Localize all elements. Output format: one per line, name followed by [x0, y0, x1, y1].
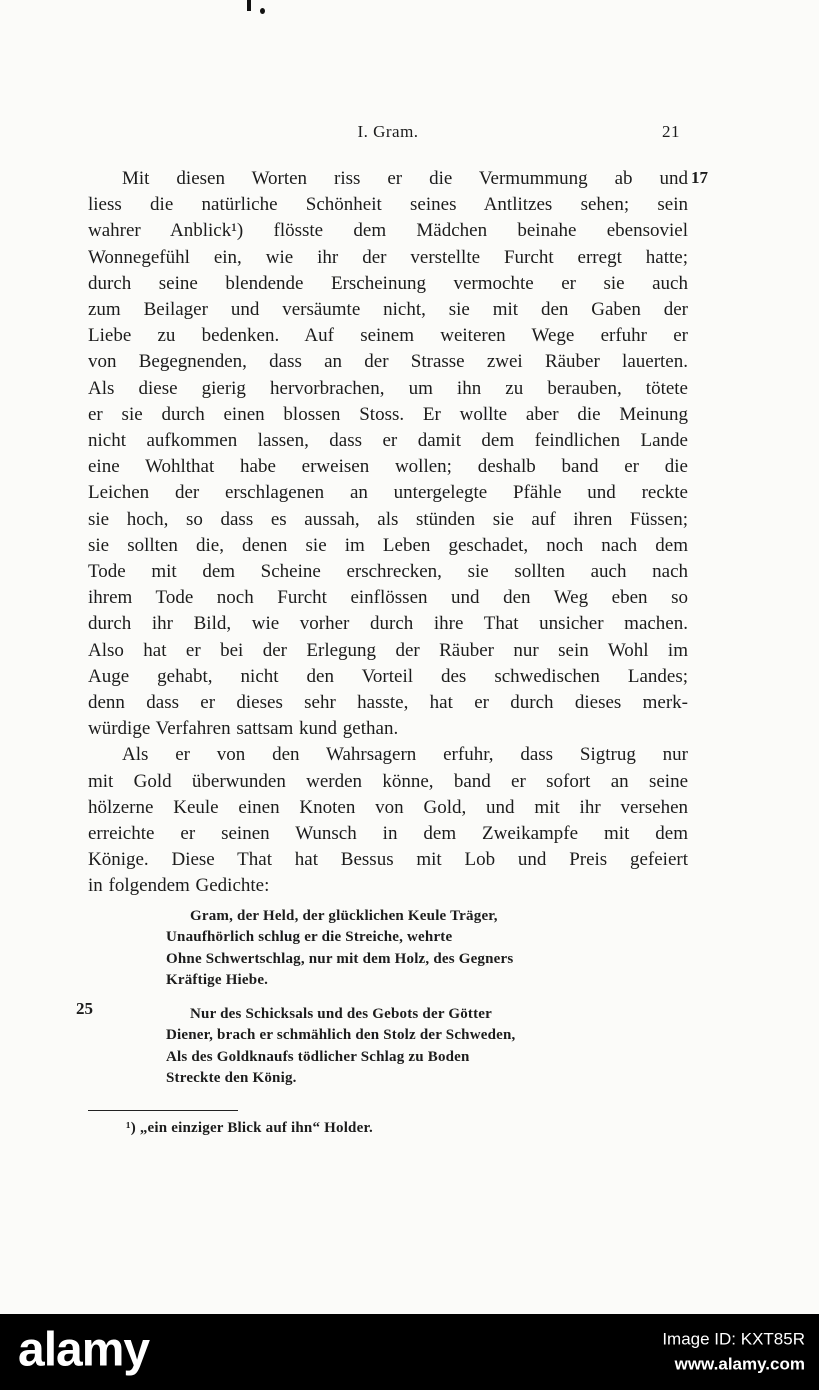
- watermark-bar: [0, 1314, 819, 1390]
- text-line: von Begegnenden, dass an der Strasse zwei Räuber lauerten.: [88, 351, 688, 373]
- scan-artifact: [247, 0, 251, 11]
- text-line: erreichte er seinen Wunsch in dem Zweikampfe mit dem: [88, 823, 688, 845]
- verse-stanza-1: [166, 906, 688, 992]
- scan-artifact: [260, 8, 265, 14]
- text-line: sie sollten die, denen sie im Leben geschadet, noch nach dem: [88, 534, 688, 556]
- footnote: ¹) „ein einziger Blick auf ihn“ Holder.: [126, 1119, 373, 1136]
- verse-line: Diener, brach er schmählich den Stolz der Schweden,: [166, 1027, 516, 1044]
- text-line: durch seine blendende Erscheinung vermochte er sie auch: [88, 272, 688, 294]
- verse-line: Als des Goldknaufs tödlicher Schlag zu Boden: [166, 1048, 470, 1065]
- text-line: hölzerne Keule einen Knoten von Gold, und mit ihr versehen: [88, 796, 688, 818]
- verse-line: Kräftige Hiebe.: [166, 972, 269, 989]
- text-line: Könige. Diese That hat Bessus mit Lob und Preis gefeiert: [88, 849, 688, 871]
- text-line: sie hoch, so dass es aussah, als stünden sie auf ihren Füssen;: [88, 508, 688, 530]
- chapter-title: I. Gram.: [357, 122, 419, 141]
- verse-line: Ohne Schwertschlag, nur mit dem Holz, des Gegners: [166, 950, 514, 967]
- watermark-info: [662, 1327, 805, 1376]
- margin-line-number-25: 25: [76, 999, 93, 1018]
- text-line: Wonnegefühl ein, wie ihr der verstellte Furcht erregt hatte;: [88, 246, 688, 268]
- text-line: wahrer Anblick¹) flösste dem Mädchen beinahe ebensoviel: [88, 220, 688, 242]
- page-header: [88, 122, 688, 142]
- text-line: Als er von den Wahrsagern erfuhr, dass Sigtrug nur: [122, 744, 688, 766]
- verse-block: [166, 906, 688, 1090]
- verse-line: Nur des Schicksals und des Gebots der Götter: [190, 1005, 493, 1022]
- text-line: Liebe zu bedenken. Auf seinem weiteren Wege erfuhr er: [88, 325, 688, 347]
- paragraph-1: [88, 166, 688, 742]
- verse-stanza-2: [166, 1004, 688, 1090]
- text-line: Auge gehabt, nicht den Vorteil des schwedischen Landes;: [88, 665, 688, 687]
- page-number: 21: [662, 122, 680, 141]
- text-line: würdige Verfahren sattsam kund gethan.: [88, 718, 399, 740]
- verse-line: Gram, der Held, der glücklichen Keule Träger,: [190, 907, 498, 924]
- footnote-rule: [88, 1110, 238, 1111]
- alamy-logo: alamy: [18, 1323, 150, 1377]
- text-line: mit Gold überwunden werden könne, band er sofort an seine: [88, 770, 688, 792]
- text-line: nicht aufkommen lassen, dass er damit dem feindlichen Lande: [88, 430, 688, 452]
- text-line: ihrem Tode noch Furcht einflössen und den Weg eben so: [88, 587, 688, 609]
- margin-line-number-17: 17: [691, 168, 708, 187]
- text-line: zum Beilager und versäumte nicht, sie mit den Gaben der: [88, 299, 688, 321]
- text-line: durch ihr Bild, wie vorher durch ihre That unsicher machen.: [88, 613, 688, 635]
- alamy-url-text: www.alamy.com: [674, 1354, 805, 1373]
- image-id-text: Image ID: KXT85R: [662, 1329, 805, 1349]
- text-line: Also hat er bei der Erlegung der Räuber nur sein Wohl im: [88, 639, 688, 661]
- text-line: Leichen der erschlagenen an untergelegte Pfähle und reckte: [88, 482, 688, 504]
- text-line: Mit diesen Worten riss er die Vermummung ab und: [122, 168, 688, 189]
- text-line: Tode mit dem Scheine erschrecken, sie sollten auch nach: [88, 561, 688, 583]
- text-line: in folgendem Gedichte:: [88, 875, 270, 897]
- verse-line: Unaufhörlich schlug er die Streiche, wehrte: [166, 929, 453, 946]
- paragraph-2: [88, 742, 688, 899]
- text-line: eine Wohlthat habe erweisen wollen; deshalb band er die: [88, 456, 688, 478]
- text-line: er sie durch einen blossen Stoss. Er wollte aber die Meinung: [88, 403, 688, 425]
- main-text: [88, 166, 688, 1137]
- text-line: liess die natürliche Schönheit seines Antlitzes sehen; sein: [88, 194, 688, 216]
- text-line: Als diese gierig hervorbrachen, um ihn zu berauben, tötete: [88, 377, 688, 399]
- verse-line: Streckte den König.: [166, 1070, 297, 1087]
- text-line: denn dass er dieses sehr hasste, hat er durch dieses merk-: [88, 692, 688, 714]
